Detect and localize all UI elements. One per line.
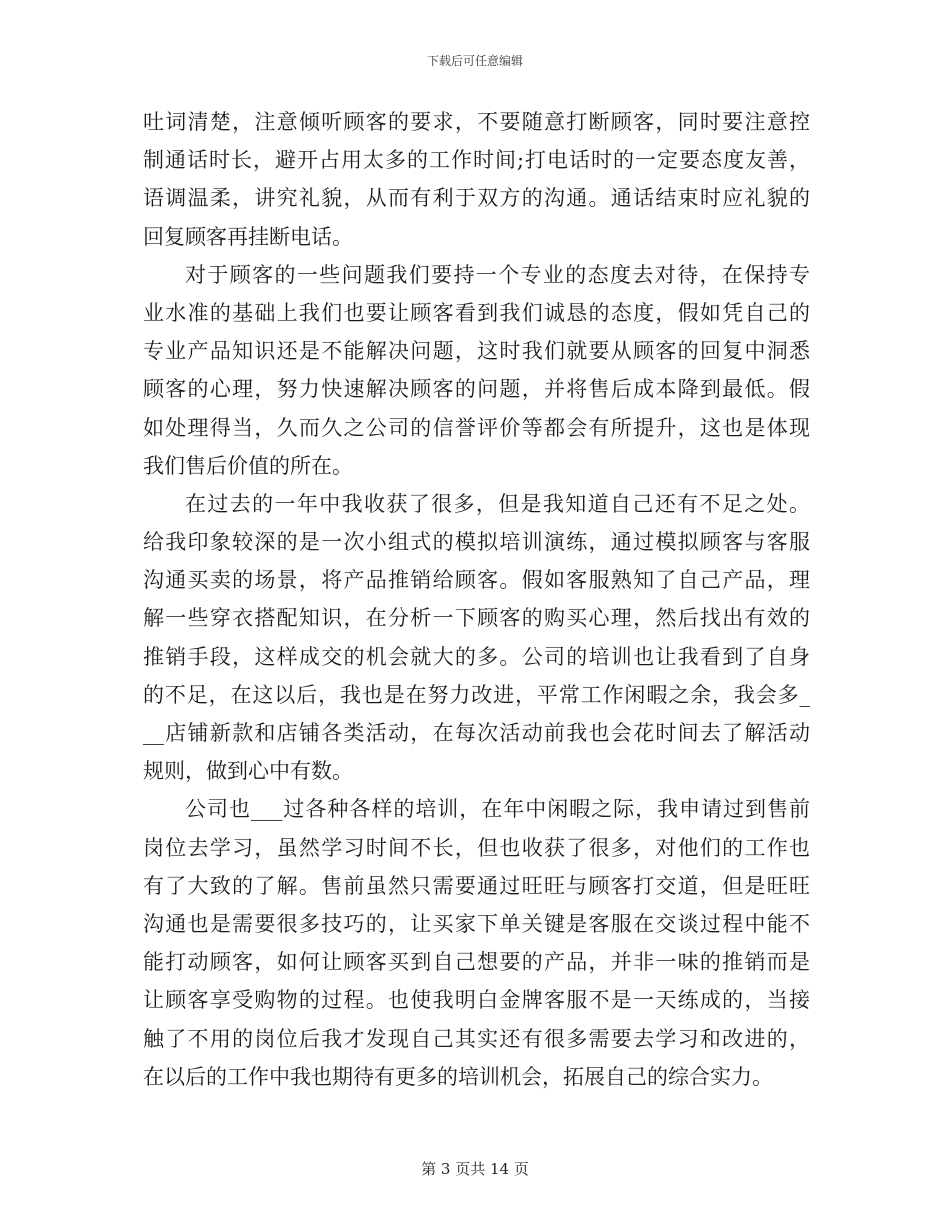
page-number: 第 3 页共 14 页 (421, 1160, 529, 1178)
text-line: 触了不用的岗位后我才发现自己其实还有很多需要去学习和改进的， (143, 1026, 810, 1051)
text-line: 解一些穿衣搭配知识，在分析一下顾客的购买心理，然后找出有效的 (143, 606, 810, 631)
text-line: 的不足，在这以后，我也是在努力改进，平常工作闲暇之余，我会多_ (143, 682, 810, 707)
text-line: 规则，做到心中有数。 (143, 759, 353, 784)
text-line: 沟通也是需要很多技巧的，让买家下单关键是客服在交谈过程中能不 (143, 911, 810, 936)
text-line: 在以后的工作中我也期待有更多的培训机会，拓展自己的综合实力。 (143, 1064, 773, 1089)
text-line: 业水准的基础上我们也要让顾客看到我们诚恳的态度，假如凭自己的 (143, 300, 810, 325)
text-line: 专业产品知识还是不能解决问题，这时我们就要从顾客的回复中洞悉 (143, 339, 810, 364)
text-line: 沟通买卖的场景，将产品推销给顾客。假如客服熟知了自己产品，理 (143, 568, 810, 593)
text-line: 语调温柔，讲究礼貌，从而有利于双方的沟通。通话结束时应礼貌的 (143, 186, 810, 211)
page-header: 下载后可任意编辑 (426, 54, 523, 68)
text-line: 岗位去学习，虽然学习时间不长，但也收获了很多，对他们的工作也 (143, 835, 810, 860)
text-line: 能打动顾客，如何让顾客买到自己想要的产品，并非一味的推销而是 (143, 950, 810, 975)
document-body (143, 103, 810, 1096)
paragraph (143, 256, 810, 485)
text-line: 公司也___过各种各样的培训，在年中闲暇之际，我申请过到售前 (185, 797, 810, 822)
text-line: 吐词清楚，注意倾听顾客的要求，不要随意打断顾客，同时要注意控 (143, 110, 810, 134)
text-line: 如处理得当，久而久之公司的信誉评价等都会有所提升，这也是体现 (143, 415, 810, 440)
text-line: 我们售后价值的所在。 (143, 453, 353, 478)
text-line: 有了大致的了解。售前虽然只需要通过旺旺与顾客打交道，但是旺旺 (143, 873, 810, 898)
text-line: 推销手段，这样成交的机会就大的多。公司的培训也让我看到了自身 (143, 644, 810, 669)
text-line: 让顾客享受购物的过程。也使我明白金牌客服不是一天练成的，当接 (143, 988, 810, 1013)
paragraph (143, 103, 810, 256)
text-line: 在过去的一年中我收获了很多，但是我知道自己还有不足之处。 (185, 491, 810, 516)
paragraph (143, 485, 810, 791)
text-line: __店铺新款和店铺各类活动，在每次活动前我也会花时间去了解活动 (143, 721, 810, 745)
text-line: 顾客的心理，努力快速解决顾客的问题，并将售后成本降到最低。假 (143, 377, 810, 402)
text-line: 给我印象较深的是一次小组式的模拟培训演练，通过模拟顾客与客服 (143, 530, 810, 555)
paragraph (143, 790, 810, 1096)
text-line: 制通话时长，避开占用太多的工作时间;打电话时的一定要态度友善， (143, 148, 810, 173)
text-line: 对于顾客的一些问题我们要持一个专业的态度去对待，在保持专 (185, 262, 810, 287)
text-line: 回复顾客再挂断电话。 (143, 224, 353, 249)
